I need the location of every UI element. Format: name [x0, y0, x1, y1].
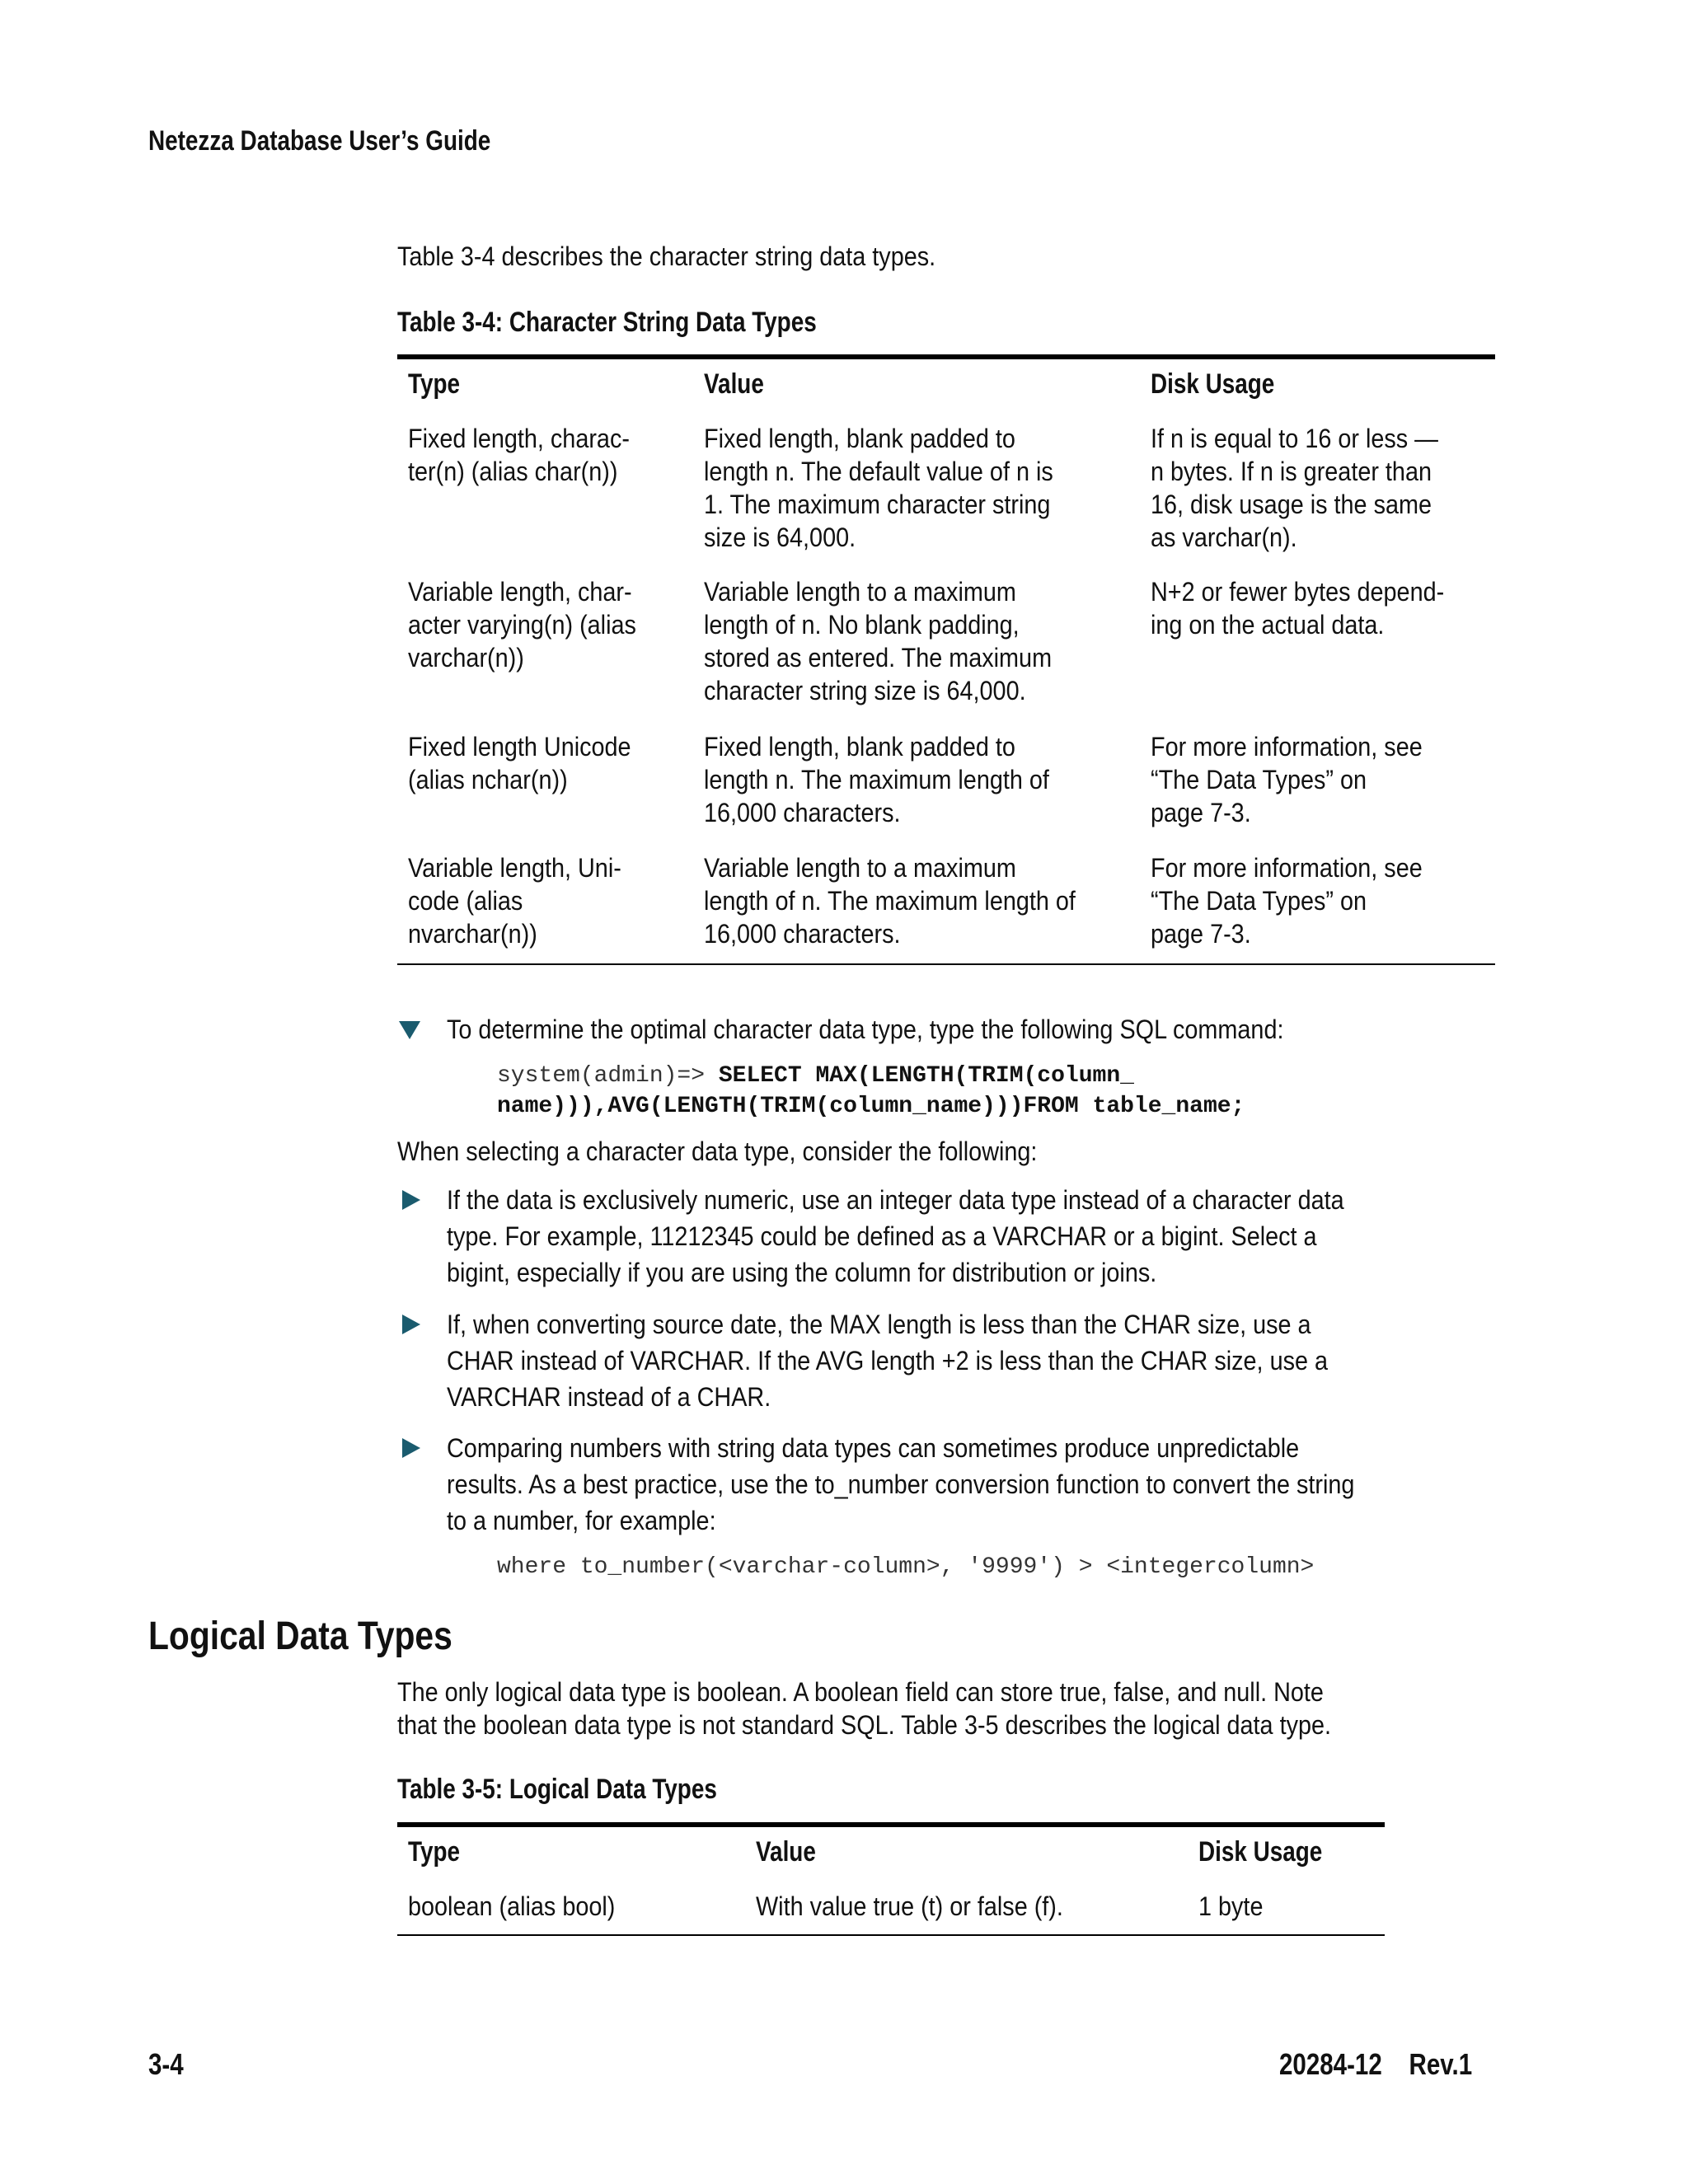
- table-4-row-3-disk: For more information, see “The Data Types” on page 7-3.: [1151, 732, 1423, 827]
- to-number-example-code: where to_number(<varchar-column>, '9999') > <integercolumn>: [497, 1554, 1315, 1580]
- table-4-row-4-disk: For more information, see “The Data Types” on page 7-3.: [1151, 853, 1423, 949]
- table-4-row-2-value: Variable length to a maximum length of n. No blank padding, stored as entered. The maximum character string size is 64,000.: [704, 577, 1053, 705]
- bullet-3: Comparing numbers with string data types can sometimes produce unpredictable results. As a best practice, use the to_number conversion function to convert the string to a number, for example:: [447, 1433, 1355, 1535]
- table-4-row-1-value: Fixed length, blank padded to length n. The default value of n is 1. The maximum character string size is 64,000.: [704, 424, 1053, 552]
- table-4-header-value: Value: [704, 368, 764, 400]
- running-header: Netezza Database User’s Guide: [148, 125, 491, 157]
- table-4-row-4-type: Variable length, Uni- code (alias nvarchar(n)): [408, 853, 621, 949]
- bullet-1: If the data is exclusively numeric, use an integer data type instead of a character data type. For example, 11212345 could be defined as a VARCHAR or a bigint. Select a bigint, especially if you are using the column for distribution or joins.: [447, 1185, 1344, 1287]
- table-5-header-type: Type: [408, 1836, 461, 1868]
- document-id: 20284-12 Rev.1: [1279, 2047, 1473, 2081]
- bullet-arrow-icon: [402, 1438, 420, 1458]
- sql-command-line-2: name))),AVG(LENGTH(TRIM(column_name)))FROM table_name;: [497, 1094, 1245, 1119]
- table-4-row-1-type: Fixed length, charac- ter(n) (alias char(n)): [408, 424, 630, 486]
- table-5-header-disk-usage: Disk Usage: [1198, 1836, 1323, 1868]
- table-5-bottom-rule: [397, 1934, 1385, 1936]
- table-5-row-1-type: boolean (alias bool): [408, 1891, 616, 1921]
- bullet-2: If, when converting source date, the MAX length is less than the CHAR size, use a CHAR instead of VARCHAR. If the AVG length +2 is less than the CHAR size, use a VARCHAR instead of a CHAR.: [447, 1310, 1329, 1412]
- table-4-row-3-type: Fixed length Unicode (alias nchar(n)): [408, 732, 631, 794]
- logical-para: The only logical data type is boolean. A boolean field can store true, false, and null. Note that the boolean data type is not standard SQL. Table 3-5 describes the logical data type.: [397, 1677, 1332, 1740]
- table-4-row-1-disk: If n is equal to 16 or less — n bytes. If n is greater than 16, disk usage is the same as varchar(n).: [1151, 424, 1438, 552]
- table-4-header-type: Type: [408, 368, 461, 400]
- table-4-header-disk-usage: Disk Usage: [1151, 368, 1275, 400]
- step-triangle-icon: [399, 1021, 420, 1039]
- sql-command-line-1: system(admin)=> SELECT MAX(LENGTH(TRIM(column_: [497, 1063, 1134, 1089]
- section-title-logical-data-types: Logical Data Types: [148, 1615, 452, 1658]
- table-5-header-value: Value: [756, 1836, 816, 1868]
- table-5-row-1-value: With value true (t) or false (f).: [756, 1891, 1063, 1921]
- bullet-arrow-icon: [402, 1315, 420, 1334]
- table-4-caption: Table 3-4: Character String Data Types: [397, 307, 817, 338]
- table-4-row-2-type: Variable length, char- acter varying(n) (alias varchar(n)): [408, 577, 636, 673]
- table-5-caption: Table 3-5: Logical Data Types: [397, 1774, 717, 1805]
- table-5-top-rule: [397, 1822, 1385, 1827]
- table-4-intro: Table 3-4 describes the character string data types.: [397, 241, 936, 271]
- table-4-row-4-value: Variable length to a maximum length of n. The maximum length of 16,000 characters.: [704, 853, 1076, 949]
- consider-intro: When selecting a character data type, consider the following:: [397, 1137, 1038, 1166]
- step-instruction: To determine the optimal character data type, type the following SQL command:: [447, 1015, 1284, 1044]
- table-4-bottom-rule: [397, 963, 1495, 965]
- table-4-top-rule: [397, 354, 1495, 359]
- bullet-arrow-icon: [402, 1190, 420, 1210]
- page-number: 3-4: [148, 2047, 184, 2081]
- table-5-row-1-disk: 1 byte: [1198, 1891, 1264, 1921]
- table-4-row-3-value: Fixed length, blank padded to length n. The maximum length of 16,000 characters.: [704, 732, 1049, 827]
- table-4-row-2-disk: N+2 or fewer bytes depend- ing on the actual data.: [1151, 577, 1445, 640]
